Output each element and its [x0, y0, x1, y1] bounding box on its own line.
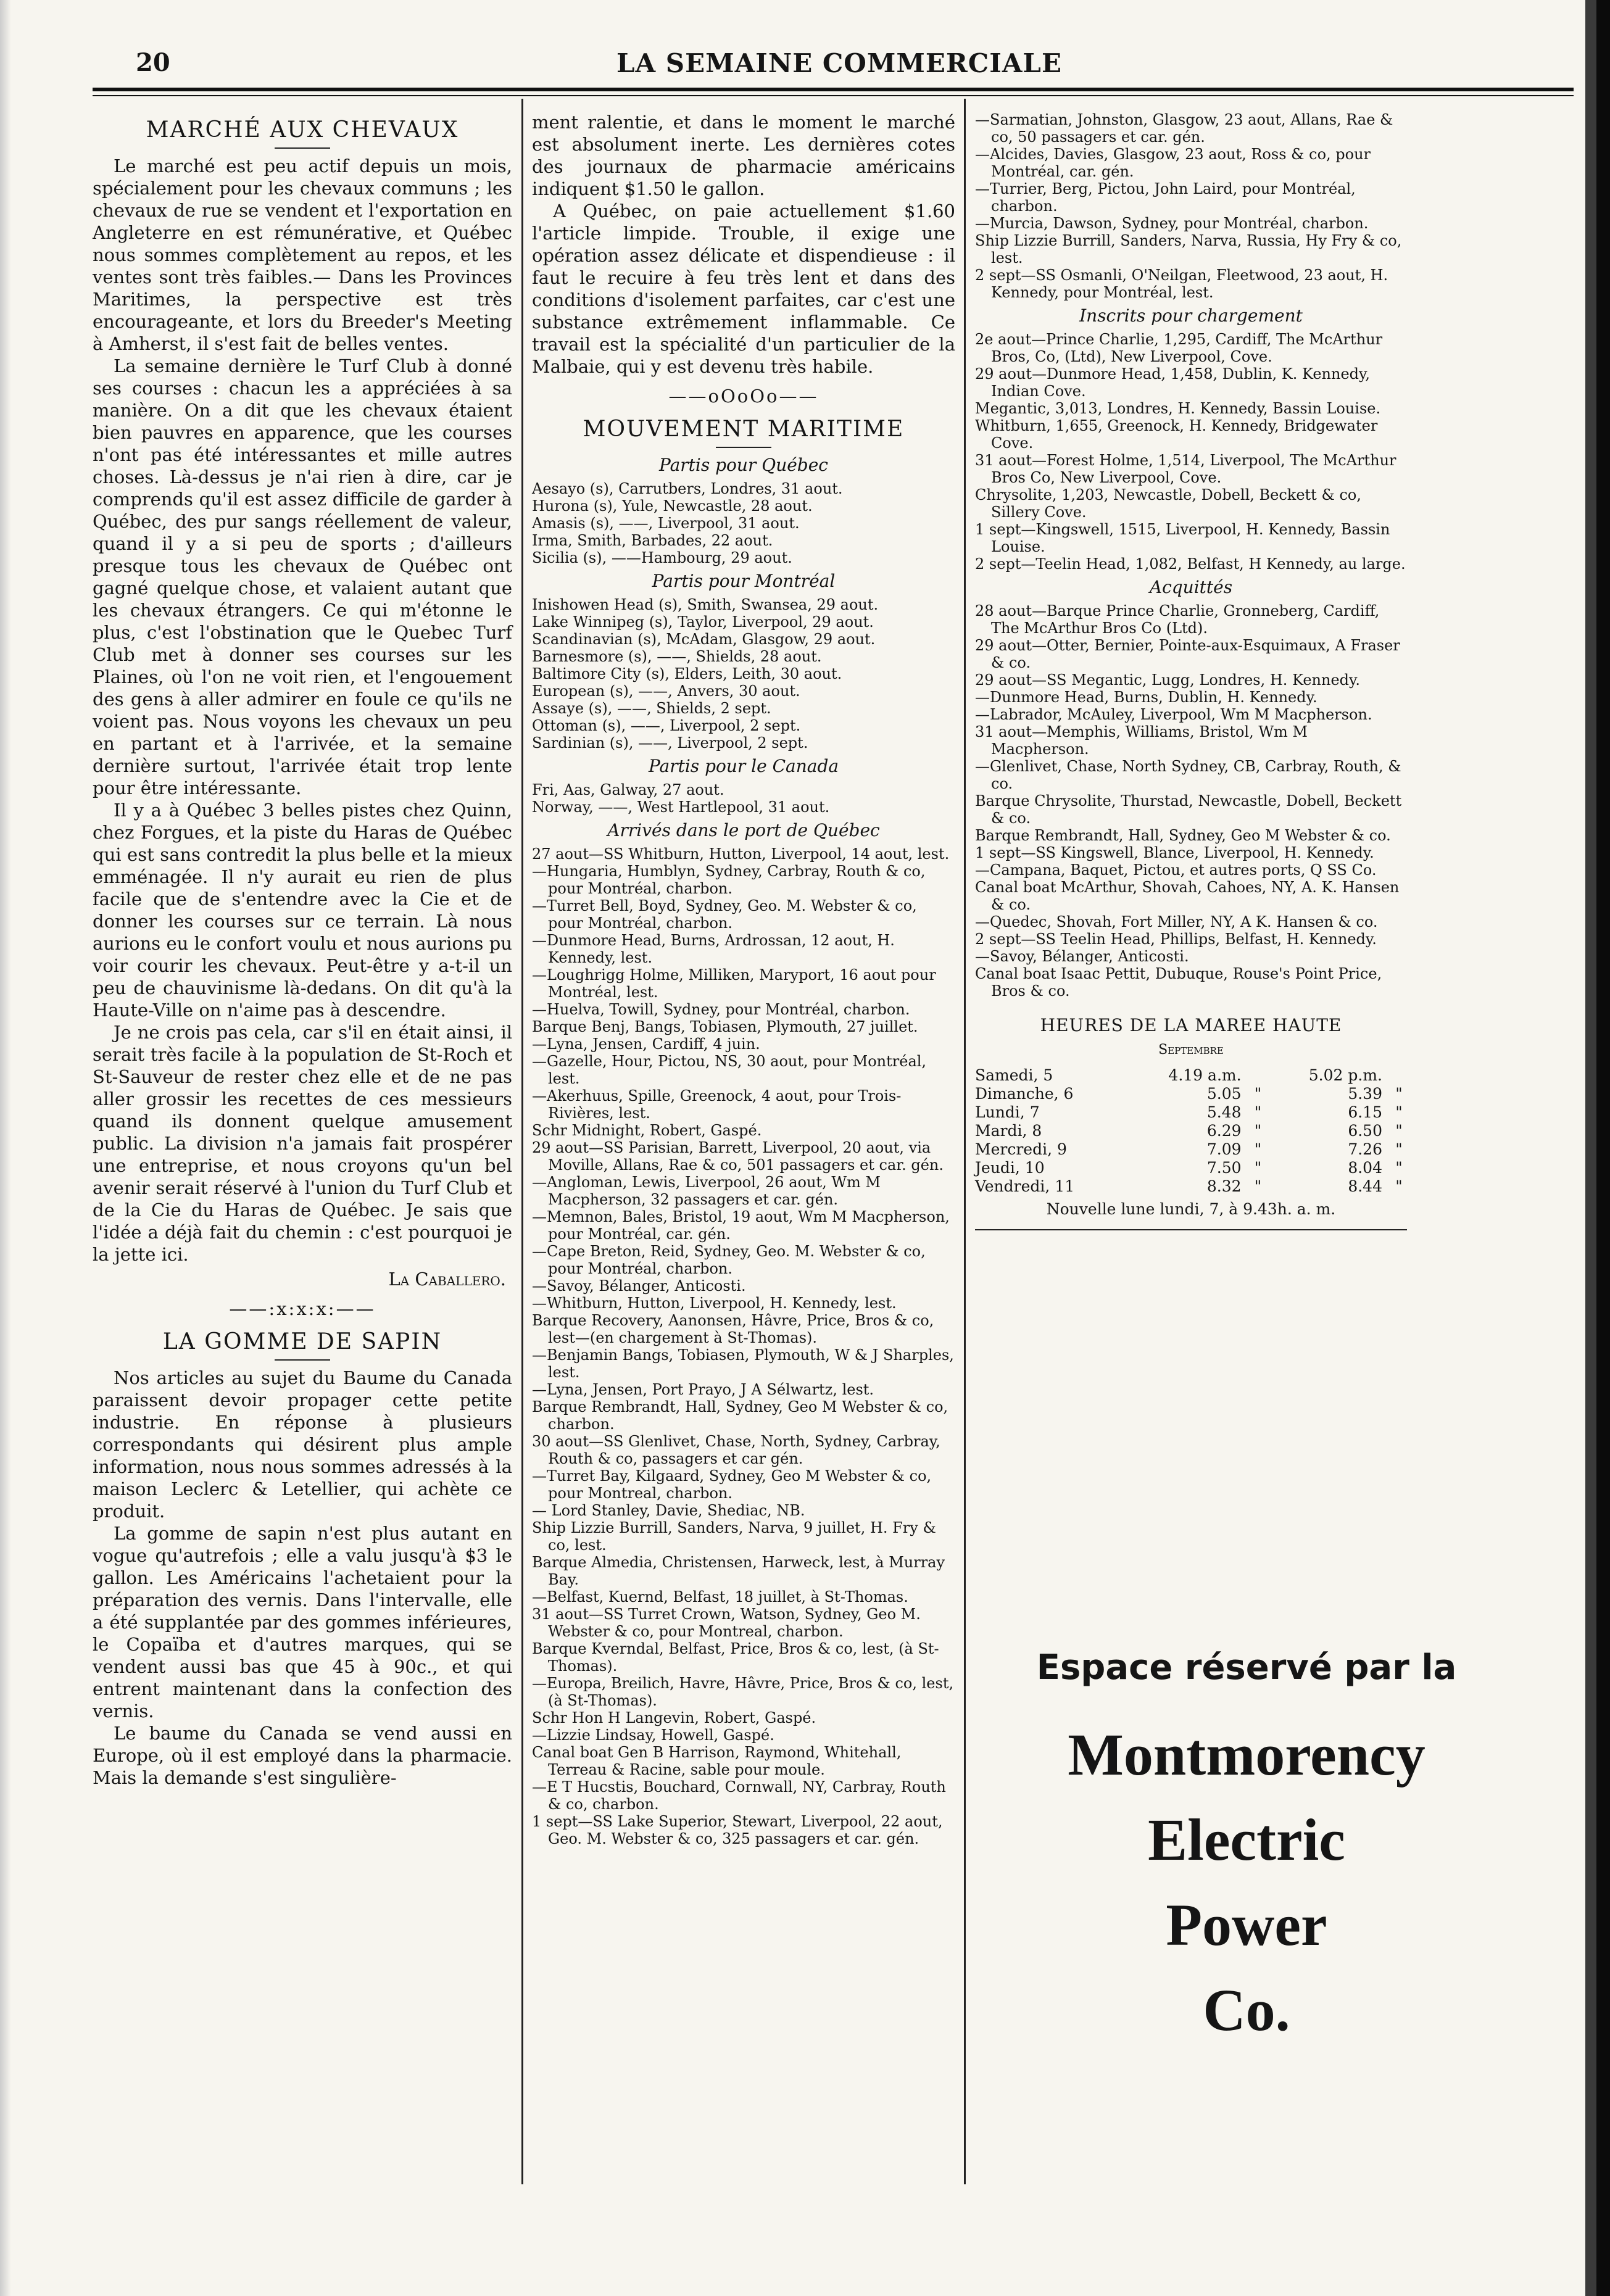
- ship-entry: Barque Rembrandt, Hall, Sydney, Geo M Webster & co, charbon.: [532, 1398, 948, 1433]
- ad-line-company: Montmorency: [1068, 1722, 1425, 1788]
- tide-day: Jeudi, 10: [975, 1159, 1045, 1177]
- subhead-partis-montreal: Partis pour Montréal: [652, 571, 836, 591]
- page-title: LA SEMAINE COMMERCIALE: [616, 48, 1062, 78]
- ship-entry: —Quedec, Shovah, Fort Miller, NY, A K. Hansen & co.: [975, 913, 1378, 930]
- ship-entry: — Lord Stanley, Davie, Shediac, NB.: [532, 1502, 805, 1519]
- ship-entry: —Glenlivet, Chase, North Sydney, CB, Carbray, Routh, & co.: [975, 758, 1401, 792]
- tide-ditto: [1250, 1066, 1266, 1085]
- ship-entry: —Lyna, Jensen, Port Prayo, J A Sélwartz, lest.: [532, 1381, 874, 1398]
- ship-entry: 29 aout—SS Parisian, Barrett, Liverpool, 20 aout, via Moville, Allans, Rae & co, 501 passagers et car. gén.: [532, 1139, 944, 1174]
- ship-entry: —Turrier, Berg, Pictou, John Laird, pour Montréal, charbon.: [975, 180, 1356, 215]
- subhead-acquittes: Acquittés: [1149, 577, 1233, 597]
- ship-entry: —Sarmatian, Johnston, Glasgow, 23 aout, Allans, Rae & co, 50 passagers et car. gén.: [975, 111, 1393, 146]
- ad-line-co: Co.: [1203, 1977, 1290, 2043]
- tide-pm: 6.50: [1348, 1122, 1382, 1140]
- section-title-maritime: MOUVEMENT MARITIME: [583, 417, 905, 442]
- tide-am: 8.32: [1206, 1177, 1242, 1195]
- binding-edge: [1585, 0, 1610, 2296]
- ship-entry: —Turret Bell, Boyd, Sydney, Geo. M. Webster & co, pour Montréal, charbon.: [532, 897, 917, 932]
- subhead-inscrits: Inscrits pour chargement: [1079, 305, 1303, 326]
- tide-pm: 5.39: [1348, 1085, 1382, 1103]
- tide-day: Mardi, 8: [975, 1122, 1042, 1140]
- tide-row: [975, 1085, 1407, 1103]
- subhead-arrives: Arrivés dans le port de Québec: [607, 820, 880, 840]
- column-left: [93, 114, 512, 1789]
- tide-row: [975, 1066, 1407, 1085]
- list-arrives-continued: [975, 111, 1407, 301]
- ship-entry: Ship Lizzie Burrill, Sanders, Narva, Russia, Hy Fry & co, lest.: [975, 232, 1402, 267]
- column-middle: [532, 111, 955, 1847]
- ship-entry: Barque Rembrandt, Hall, Sydney, Geo M Webster & co.: [975, 827, 1391, 844]
- list-arrives: [532, 845, 955, 1847]
- ship-entry: —Benjamin Bangs, Tobiasen, Plymouth, W & J Sharples, lest.: [532, 1346, 954, 1381]
- tide-ditto: ": [1395, 1103, 1403, 1121]
- ship-entry: —Huelva, Towill, Sydney, pour Montréal, charbon.: [532, 1001, 910, 1018]
- tide-am: 5.48: [1206, 1103, 1242, 1121]
- paragraph: La semaine dernière le Turf Club à donné ses courses : chacun les a appréciées à sa manière. On a dit que les chevaux étaient bien pauvres en apparence, que les courses n'ont pas été intéressantes et mille autres choses. Là-dessus je n'ai rien à dire, car je comprends qu'il est assez difficile de garder à Québec, des pur sangs réellement de valeur, quand il y a si peu de sports ; d'ailleurs presque tous les chevaux de Québec ont gagné quelque chose, et valaient autant que les chevaux étrangers. Ce qui m'étonne le plus, c'est l'obstination que le Quebec Turf Club met à donner ses courses sur les Plaines, où l'on ne voit rien, et l'engouement des gens à aller admirer en foule ce qu'ils ne voient pas. Nous voyons les chevaux un peu en partant et à l'arrivée, et la semaine dernière surtout, l'arrivée était trop lente pour être intéressante.: [93, 355, 512, 798]
- column-right: [975, 111, 1407, 1239]
- ship-entry: —Belfast, Kuernd, Belfast, 18 juillet, à St-Thomas.: [532, 1588, 908, 1606]
- ship-entry: Sardinian (s), ——, Liverpool, 2 sept.: [532, 734, 808, 752]
- moon-note: Nouvelle lune lundi, 7, à 9.43h. a. m.: [1046, 1200, 1336, 1218]
- ship-entry: —Campana, Baquet, Pictou, et autres ports, Q SS Co.: [975, 861, 1377, 879]
- ship-entry: —E T Hucstis, Bouchard, Cornwall, NY, Carbray, Routh & co, charbon.: [532, 1778, 946, 1813]
- tide-day: Dimanche, 6: [975, 1085, 1074, 1103]
- tide-day: Samedi, 5: [975, 1066, 1053, 1084]
- tide-ditto: ": [1254, 1103, 1262, 1121]
- title-rule: [716, 447, 771, 448]
- paragraph: Le marché est peu actif depuis un mois, spécialement pour les chevaux communs ; les chevaux de rue se vendent et l'exportation en Angleterre en est rémunérative, et Québec nous sommes complètement au repos, et les ventes sont très faibles.— Dans les Provinces Maritimes, la perspective est très encourageante, et lors du Breeder's Meeting à Amherst, il s'est fait de belles ventes.: [93, 155, 512, 354]
- tide-am: 6.29: [1206, 1122, 1242, 1140]
- section-title-fir-gum: LA GOMME DE SAPIN: [162, 1329, 442, 1354]
- ship-entry: Scandinavian (s), McAdam, Glasgow, 29 aout.: [532, 631, 876, 648]
- ad-line-power: Power: [1166, 1892, 1327, 1958]
- column-divider-1: [521, 99, 523, 2184]
- ship-entry: 30 aout—SS Glenlivet, Chase, North, Sydney, Carbray, Routh & co, passagers et car gén.: [532, 1433, 940, 1467]
- tide-ditto: ": [1254, 1159, 1262, 1177]
- list-inscrits: [975, 331, 1407, 573]
- tide-table: [975, 1066, 1407, 1196]
- advertisement: [963, 1647, 1530, 2053]
- ship-entry: Barque Recovery, Aanonsen, Hâvre, Price, Bros & co, lest—(en chargement à St-Thomas).: [532, 1312, 934, 1346]
- list-acquittes: [975, 602, 1407, 1000]
- ornament: ——oOoOo——: [668, 386, 819, 407]
- ship-entry: Baltimore City (s), Elders, Leith, 30 aout.: [532, 665, 842, 682]
- tide-ditto: ": [1254, 1177, 1262, 1195]
- tide-ditto: ": [1395, 1177, 1403, 1195]
- ship-entry: 1 sept—Kingswell, 1515, Liverpool, H. Kennedy, Bassin Louise.: [975, 521, 1390, 555]
- ship-entry: —Alcides, Davies, Glasgow, 23 aout, Ross & co, pour Montréal, car. gén.: [975, 146, 1371, 180]
- ship-entry: —Murcia, Dawson, Sydney, pour Montréal, charbon.: [975, 215, 1369, 232]
- ship-entry: —Labrador, McAuley, Liverpool, Wm M Macpherson.: [975, 706, 1372, 723]
- ship-entry: 31 aout—Memphis, Williams, Bristol, Wm M Macpherson.: [975, 723, 1308, 758]
- ship-entry: 29 aout—Otter, Bernier, Pointe-aux-Esquimaux, A Fraser & co.: [975, 637, 1400, 671]
- ship-entry: 2 sept—SS Osmanli, O'Neilgan, Fleetwood, 23 aout, H. Kennedy, pour Montréal, lest.: [975, 267, 1388, 301]
- tide-ditto: ": [1395, 1122, 1403, 1140]
- ship-entry: —Gazelle, Hour, Pictou, NS, 30 aout, pour Montréal, lest.: [532, 1053, 927, 1087]
- tide-row: [975, 1159, 1407, 1177]
- ship-entry: Irma, Smith, Barbades, 22 aout.: [532, 532, 773, 549]
- paragraph: Nos articles au sujet du Baume du Canada paraissent devoir propager cette petite industrie. En réponse à plusieurs correspondants qui désirent plus ample information, nous nous sommes adressés à la maison Leclerc & Letellier, qui achète ce produit.: [93, 1367, 512, 1522]
- ship-entry: Chrysolite, 1,203, Newcastle, Dobell, Beckett & co, Sillery Cove.: [975, 486, 1361, 521]
- ship-entry: 2 sept—Teelin Head, 1,082, Belfast, H Kennedy, au large.: [975, 555, 1406, 573]
- ship-entry: Aesayo (s), Carrutbers, Londres, 31 aout.: [532, 480, 843, 497]
- ship-entry: Barque Chrysolite, Thurstad, Newcastle, Dobell, Beckett & co.: [975, 792, 1402, 827]
- tide-day: Lundi, 7: [975, 1103, 1040, 1121]
- ship-entry: —Hungaria, Humblyn, Sydney, Carbray, Routh & co, pour Montréal, charbon.: [532, 863, 926, 897]
- ship-entry: Canal boat Gen B Harrison, Raymond, Whitehall, Terreau & Racine, sable pour moule.: [532, 1744, 902, 1778]
- tide-am: 5.05: [1206, 1085, 1242, 1103]
- ship-entry: —Memnon, Bales, Bristol, 19 aout, Wm M Macpherson, pour Montréal, car. gén.: [532, 1208, 950, 1243]
- page-header: [93, 48, 1586, 85]
- ship-entry: —Dunmore Head, Burns, Dublin, H. Kennedy.: [975, 689, 1317, 706]
- ship-entry: —Lizzie Lindsay, Howell, Gaspé.: [532, 1726, 774, 1744]
- tide-row: [975, 1122, 1407, 1140]
- ship-entry: —Savoy, Bélanger, Anticosti.: [975, 948, 1189, 965]
- list-partis-montreal: [532, 596, 955, 752]
- paragraph: La gomme de sapin n'est plus autant en vogue qu'autrefois ; elle a valu jusqu'à $3 le gallon. Les Américains l'achetaient pour la préparation des vernis. Dans l'intervalle, elle a été supplantée par des gommes inférieures, le Copaïba et d'autres marques, qui se vendent aussi bas que 45 à 90c., et qui entrent maintenant dans la confection des vernis.: [93, 1523, 512, 1722]
- tide-row: [975, 1103, 1407, 1122]
- tide-day: Mercredi, 9: [975, 1140, 1067, 1158]
- tide-title: HEURES DE LA MAREE HAUTE: [1040, 1015, 1342, 1035]
- ship-entry: Schr Hon H Langevin, Robert, Gaspé.: [532, 1709, 816, 1726]
- ship-entry: Barnesmore (s), ——, Shields, 28 aout.: [532, 648, 822, 665]
- tide-month: Septembre: [1158, 1042, 1224, 1058]
- page-number: 20: [136, 48, 170, 77]
- ship-entry: 1 sept—SS Lake Superior, Stewart, Liverpool, 22 aout, Geo. M. Webster & co, 325 passagers et car. gén.: [532, 1813, 943, 1847]
- list-partis-quebec: [532, 480, 955, 566]
- ship-entry: Ship Lizzie Burrill, Sanders, Narva, 9 juillet, H. Fry & co, lest.: [532, 1519, 936, 1554]
- tide-day: Vendredi, 11: [975, 1177, 1075, 1195]
- tide-pm: 8.04: [1348, 1159, 1382, 1177]
- tide-ditto: [1391, 1066, 1407, 1085]
- paragraph: Je ne crois pas cela, car s'il en était ainsi, il serait très facile à la population de St-Roch et St-Sauveur de rester chez elle et de ne pas aller grossir les recettes de ces messieurs quand ils donnent quelque amusement public. La division n'a jamais fait prospérer une entreprise, et nous croyons qu'un bel avenir serait réservé à l'union du Turf Club et de la Cie du Haras de Québec. Je sais que l'idée a déjà fait du chemin : c'est pourquoi je la jette ici.: [93, 1022, 512, 1265]
- ship-entry: Lake Winnipeg (s), Taylor, Liverpool, 29 aout.: [532, 613, 874, 631]
- paragraph: Il y a à Québec 3 belles pistes chez Quinn, chez Forgues, et la piste du Haras de Québec qui est sans contredit la plus belle et la mieux emménagée. Il n'y aurait eu rien de plus facile que de s'entendre avec la Cie et de donner les courses sur ce terrain. Là nous aurions eu le confort voulu et nous aurions pu voir courir les chevaux. Peut-être y a-t-il un peu de chauvinisme là-dedans. On dit qu'à la Haute-Ville on n'aime pas à descendre.: [93, 800, 512, 1021]
- ship-entry: —Angloman, Lewis, Liverpool, 26 aout, Wm M Macpherson, 32 passagers et car. gén.: [532, 1174, 881, 1208]
- ship-entry: —Savoy, Bélanger, Anticosti.: [532, 1277, 746, 1295]
- ship-entry: Ottoman (s), ——, Liverpool, 2 sept.: [532, 717, 801, 734]
- ship-entry: —Akerhuus, Spille, Greenock, 4 aout, pour Trois-Rivières, lest.: [532, 1087, 902, 1122]
- ship-entry: Norway, ——, West Hartlepool, 31 aout.: [532, 798, 830, 816]
- tide-am: 7.09: [1206, 1140, 1242, 1158]
- ship-entry: Assaye (s), ——, Shields, 2 sept.: [532, 700, 771, 717]
- paragraph: Le baume du Canada se vend aussi en Europe, où il est employé dans la pharmacie. Mais la demande s'est singulière-: [93, 1723, 512, 1788]
- ship-entry: Hurona (s), Yule, Newcastle, 28 aout.: [532, 497, 813, 515]
- header-rule-thin: [93, 95, 1574, 96]
- ornament: ——:x:x:x:——: [229, 1298, 376, 1319]
- paragraph: A Québec, on paie actuellement $1.60 l'article limpide. Trouble, il exige une opération assez délicate et dispendieuse : il faut le recuire à feu très lent et dans des conditions d'isolement parfaites, car c'est une substance extrêmement inflammable. Ce travail est la spécialité d'un particulier de la Malbaie, qui y est devenu très habile.: [532, 201, 955, 377]
- tide-ditto: ": [1395, 1085, 1403, 1103]
- ship-entry: Barque Kverndal, Belfast, Price, Bros & co, lest, (à St-Thomas).: [532, 1640, 939, 1675]
- page-left-edge: [0, 0, 11, 2296]
- tide-am: 4.19 a.m.: [1168, 1066, 1242, 1084]
- signature: La Caballero.: [388, 1269, 506, 1290]
- paragraph: ment ralentie, et dans le moment le marché est absolument inerte. Les dernières cotes des journaux de pharmacie américains indiquent $1.50 le gallon.: [532, 112, 955, 199]
- ship-entry: 31 aout—SS Turret Crown, Watson, Sydney, Geo M. Webster & co, pour Montreal, charbon.: [532, 1606, 921, 1640]
- tide-pm: 7.26: [1348, 1140, 1382, 1158]
- ship-entry: Fri, Aas, Galway, 27 aout.: [532, 781, 724, 798]
- tide-row: [975, 1140, 1407, 1159]
- tide-ditto: ": [1254, 1122, 1262, 1140]
- ship-entry: —Whitburn, Hutton, Liverpool, H. Kennedy, lest.: [532, 1295, 897, 1312]
- ship-entry: Amasis (s), ——, Liverpool, 31 aout.: [532, 515, 800, 532]
- tide-pm: 8.44: [1348, 1177, 1382, 1195]
- ship-entry: Canal boat Isaac Pettit, Dubuque, Rouse's Point Price, Bros & co.: [975, 965, 1382, 1000]
- ship-entry: Barque Benj, Bangs, Tobiasen, Plymouth, 27 juillet.: [532, 1018, 918, 1035]
- ship-entry: —Cape Breton, Reid, Sydney, Geo. M. Webster & co, pour Montréal, charbon.: [532, 1243, 926, 1277]
- ship-entry: 27 aout—SS Whitburn, Hutton, Liverpool, 14 aout, lest.: [532, 845, 950, 863]
- ship-entry: 2 sept—SS Teelin Head, Phillips, Belfast, H. Kennedy.: [975, 930, 1377, 948]
- title-rule: [275, 1359, 330, 1361]
- ship-entry: Canal boat McArthur, Shovah, Cahoes, NY, A. K. Hansen & co.: [975, 879, 1400, 913]
- ship-entry: 29 aout—SS Megantic, Lugg, Londres, H. Kennedy.: [975, 671, 1361, 689]
- tide-ditto: ": [1395, 1159, 1403, 1177]
- tide-pm: 5.02 p.m.: [1308, 1066, 1382, 1084]
- ship-entry: Inishowen Head (s), Smith, Swansea, 29 aout.: [532, 596, 879, 613]
- ship-entry: Sicilia (s), ——Hambourg, 29 aout.: [532, 549, 792, 566]
- tide-ditto: ": [1395, 1140, 1403, 1158]
- ship-entry: 29 aout—Dunmore Head, 1,458, Dublin, K. Kennedy, Indian Cove.: [975, 365, 1371, 400]
- header-rule: [93, 88, 1574, 91]
- ad-header: Espace réservé par la: [1036, 1647, 1457, 1688]
- ship-entry: —Turret Bay, Kilgaard, Sydney, Geo M Webster & co, pour Montreal, charbon.: [532, 1467, 932, 1502]
- tide-ditto: ": [1254, 1085, 1262, 1103]
- section-rule: [975, 1229, 1407, 1230]
- tide-ditto: ": [1254, 1140, 1262, 1158]
- tide-pm: 6.15: [1348, 1103, 1382, 1121]
- ship-entry: —Loughrigg Holme, Milliken, Maryport, 16 aout pour Montréal, lest.: [532, 966, 936, 1001]
- ship-entry: —Lyna, Jensen, Cardiff, 4 juin.: [532, 1035, 760, 1053]
- ship-entry: —Europa, Breilich, Havre, Hâvre, Price, Bros & co, lest, (à St-Thomas).: [532, 1675, 954, 1709]
- ship-entry: Megantic, 3,013, Londres, H. Kennedy, Bassin Louise.: [975, 400, 1381, 417]
- list-partis-canada: [532, 781, 955, 816]
- subhead-partis-quebec: Partis pour Québec: [659, 455, 828, 475]
- ship-entry: 2e aout—Prince Charlie, 1,295, Cardiff, The McArthur Bros, Co, (Ltd), New Liverpool, Cove.: [975, 331, 1383, 365]
- ship-entry: 31 aout—Forest Holme, 1,514, Liverpool, The McArthur Bros Co, New Liverpool, Cove.: [975, 452, 1396, 486]
- ship-entry: European (s), ——, Anvers, 30 aout.: [532, 682, 800, 700]
- tide-am: 7.50: [1206, 1159, 1242, 1177]
- ship-entry: —Dunmore Head, Burns, Ardrossan, 12 aout, H. Kennedy, lest.: [532, 932, 895, 966]
- title-rule: [275, 147, 330, 149]
- ship-entry: 1 sept—SS Kingswell, Blance, Liverpool, H. Kennedy.: [975, 844, 1374, 861]
- ship-entry: Schr Midnight, Robert, Gaspé.: [532, 1122, 762, 1139]
- ship-entry: Whitburn, 1,655, Greenock, H. Kennedy, Bridgewater Cove.: [975, 417, 1378, 452]
- ship-entry: Barque Almedia, Christensen, Harweck, lest, à Murray Bay.: [532, 1554, 945, 1588]
- section-title-horse-market: MARCHÉ AUX CHEVAUX: [146, 117, 459, 143]
- ad-line-electric: Electric: [1148, 1807, 1345, 1873]
- ship-entry: 28 aout—Barque Prince Charlie, Gronneberg, Cardiff, The McArthur Bros Co (Ltd).: [975, 602, 1380, 637]
- subhead-partis-canada: Partis pour le Canada: [648, 756, 839, 776]
- tide-row: [975, 1177, 1407, 1196]
